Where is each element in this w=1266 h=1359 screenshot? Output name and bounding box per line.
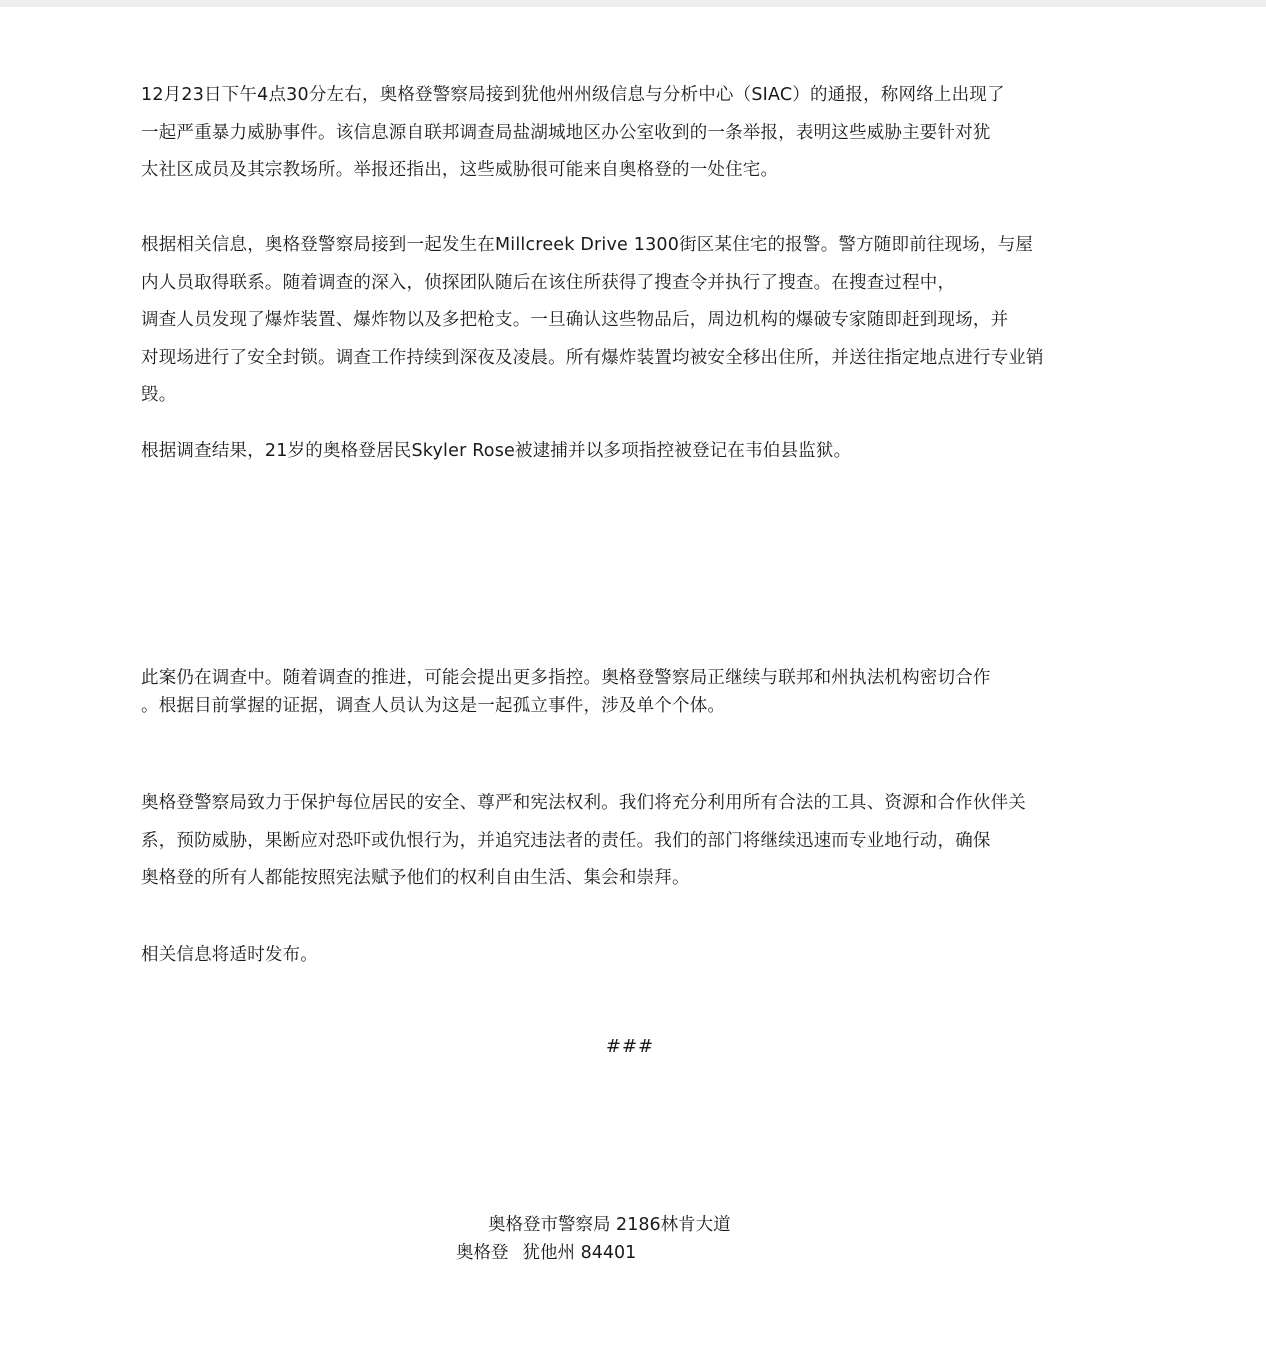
address-street: 奥格登市警察局 2186林肯大道	[488, 1215, 731, 1235]
text-line: 内人员取得联系。随着调查的深入，侦探团队随后在该住所获得了搜查令并执行了搜查。在搜查过程中，	[141, 272, 956, 293]
text-line: 根据调查结果，21岁的奥格登居民Skyler Rose被逮捕并以多项指控被登记在韦伯县监狱。	[141, 441, 852, 461]
text-line: 此案仍在调查中。随着调查的推进，可能会提出更多指控。奥格登警察局正继续与联邦和州执法机构密切合作	[141, 668, 991, 688]
paragraph-arrest	[141, 433, 1116, 471]
text-line: 相关信息将适时发布。	[141, 945, 318, 965]
text-line: 毁。	[141, 385, 177, 405]
paragraph-ongoing-investigation	[141, 664, 1116, 720]
list-item	[180, 566, 215, 593]
list-item	[180, 593, 215, 620]
address-state-zip: 犹他州 84401	[522, 1243, 637, 1263]
paragraph-search-details	[141, 227, 1116, 415]
text-line: 系，预防威胁，果断应对恐吓或仇恨行为，并追究违法者的责任。我们的部门将继续迅速而专业地行动，确保	[141, 830, 991, 851]
text-line: 12月23日下午4点30分左右，奥格登警察局接到犹他州州级信息与分析中心（SIAC）的通报，称网络上出现了	[141, 85, 1005, 105]
paragraph-commitment	[141, 785, 1116, 898]
text-line: 调查人员发现了爆炸装置、爆炸物以及多把枪支。一旦确认这些物品后，周边机构的爆破专家随即赶到现场，并	[141, 310, 1009, 330]
list-item	[180, 620, 215, 647]
paragraph-closing	[141, 937, 1116, 975]
text-line: 根据相关信息，奥格登警察局接到一起发生在Millcreek Drive 1300街区某住宅的报警。警方随即前往现场，与屋	[141, 235, 1034, 255]
paragraph-incident-report	[141, 77, 1116, 190]
list-item	[180, 512, 215, 539]
text-line: 奥格登警察局致力于保护每位居民的安全、尊严和宪法权利。我们将充分利用所有合法的工具、资源和合作伙伴关	[141, 793, 1026, 813]
address-city: 奥格登	[456, 1243, 509, 1263]
address-city-line	[456, 1239, 636, 1264]
text-line: 一起严重暴力威胁事件。该信息源自联邦调查局盐湖城地区办公室收到的一条举报，表明这些威胁主要针对犹	[141, 122, 991, 143]
charges-list	[180, 512, 215, 647]
text-line: 奥格登的所有人都能按照宪法赋予他们的权利自由生活、集会和崇拜。	[141, 868, 690, 888]
text-line: 。根据目前掌握的证据，调查人员认为这是一起孤立事件，涉及单个个体。	[141, 696, 726, 716]
list-item	[180, 539, 215, 566]
text-line: 太社区成员及其宗教场所。举报还指出，这些威胁很可能来自奥格登的一处住宅。	[141, 160, 779, 180]
end-of-release-mark: ###	[605, 1036, 655, 1057]
text-line: 对现场进行了安全封锁。调查工作持续到深夜及凌晨。所有爆炸装置均被安全移出住所，并送往指定地点进行专业销	[141, 347, 1044, 368]
